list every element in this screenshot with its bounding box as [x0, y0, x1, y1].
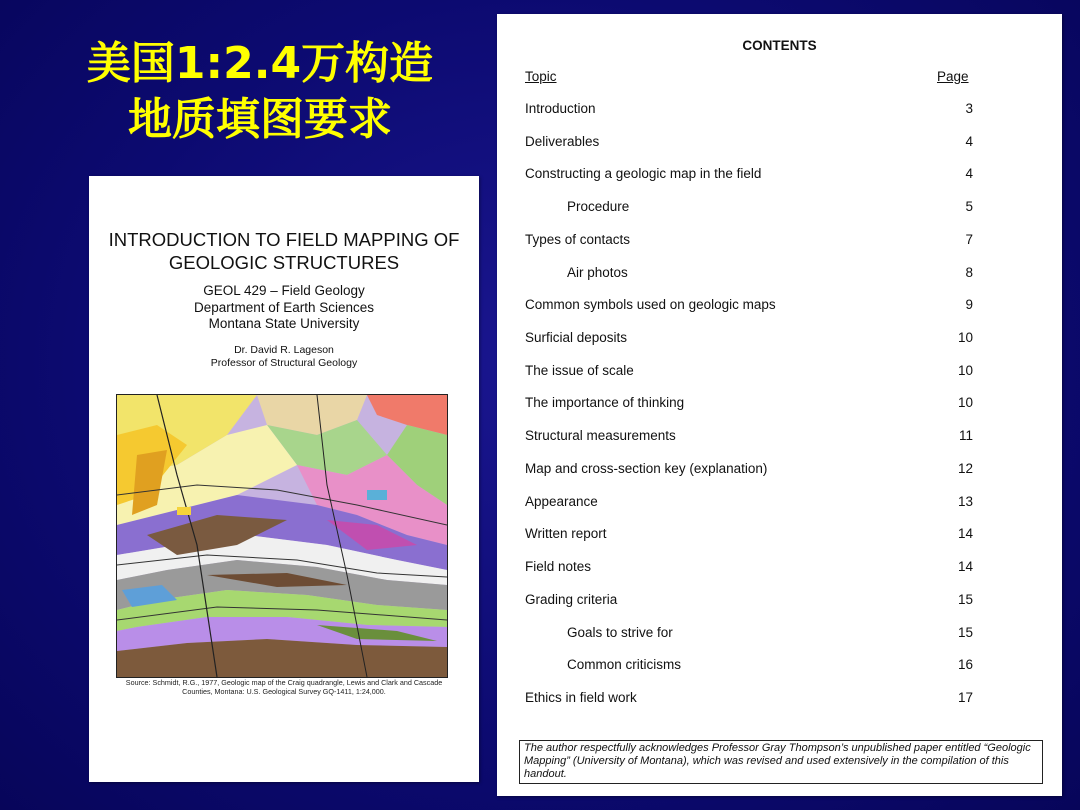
contents-row [525, 265, 973, 285]
contents-row [525, 297, 973, 317]
contents-row-topic: The issue of scale [525, 362, 634, 378]
contents-row-topic: Deliverables [525, 133, 600, 149]
contents-row [525, 330, 973, 350]
contents-row-page: 17 [957, 689, 973, 705]
contents-row-topic: Types of contacts [525, 231, 631, 247]
contents-row-topic: Grading criteria [525, 591, 618, 607]
cover-title-line-1: INTRODUCTION TO FIELD MAPPING OF [108, 229, 460, 250]
contents-heading: CONTENTS [742, 38, 817, 53]
cover-department: Department of Earth Sciences [193, 299, 375, 315]
contents-row [525, 428, 973, 448]
contents-row-topic: Common symbols used on geologic maps [525, 297, 776, 313]
contents-row-page: 15 [957, 591, 973, 607]
contents-row-topic: Common criticisms [567, 657, 682, 673]
contents-row-topic: Introduction [525, 101, 596, 116]
contents-row-topic: Goals to strive for [567, 624, 673, 640]
cover-author-title: Professor of Structural Geology [210, 357, 358, 369]
contents-row [525, 657, 973, 677]
page-column-header: Page [937, 69, 969, 84]
contents-row [525, 559, 973, 579]
contents-row [525, 134, 973, 154]
cover-course: GEOL 429 – Field Geology [203, 283, 365, 298]
contents-row-page: 10 [957, 330, 973, 346]
contents-row-page: 4 [965, 166, 973, 182]
contents-page [497, 14, 1062, 796]
contents-row [525, 592, 973, 612]
contents-row [525, 526, 973, 546]
contents-row-page: 13 [957, 493, 973, 509]
cover-course-info [89, 283, 479, 333]
contents-row-topic: The importance of thinking [525, 395, 685, 411]
contents-row-page: 7 [965, 231, 973, 247]
contents-row-topic: Map and cross-section key (explanation) [525, 460, 768, 476]
contents-row-page: 5 [965, 199, 973, 215]
contents-row [525, 461, 973, 481]
contents-row-topic: Constructing a geologic map in the field [525, 166, 762, 182]
contents-row-topic: Written report [525, 526, 607, 542]
contents-row [525, 494, 973, 514]
contents-row-page: 9 [965, 297, 973, 313]
contents-row [525, 690, 973, 710]
handout-cover-page [89, 176, 479, 782]
contents-row-page: 11 [958, 428, 973, 444]
cover-source-line-1: Source: Schmidt, R.G., 1977, Geologic map of the Craig quadrangle, Lewis and Clark and Cascade [125, 678, 443, 687]
cover-university: Montana State University [208, 316, 360, 331]
slide-title-line-1: 美国1:2.4万构造 [86, 38, 434, 89]
topic-column-header: Topic [525, 69, 557, 84]
slide-title-line-2: 地质填图要求 [128, 94, 392, 145]
contents-row-page: 12 [957, 460, 973, 476]
cover-title-line-2: GEOLOGIC STRUCTURES [168, 252, 400, 273]
acknowledgement-box: The author respectfully acknowledges Professor Gray Thompson’s unpublished paper entitled “Geologic Mapping” (University of Montana), which was revised and used extensively in the compilation of this handout. [519, 740, 1043, 784]
contents-row-topic: Appearance [525, 493, 598, 509]
contents-row-page: 10 [957, 362, 973, 378]
contents-row [525, 625, 973, 645]
contents-row-topic: Procedure [567, 199, 630, 215]
cover-map-source [97, 678, 471, 696]
contents-row-topic: Field notes [525, 559, 592, 575]
contents-row-topic: Ethics in field work [525, 689, 637, 705]
contents-row [525, 363, 973, 383]
contents-row-page: 16 [957, 657, 973, 673]
contents-row-page: 14 [957, 526, 973, 542]
cover-title [89, 228, 479, 274]
contents-row-page: 4 [965, 133, 973, 149]
geologic-map-image [116, 394, 448, 678]
contents-row-page: 10 [957, 395, 973, 411]
contents-row-page: 3 [965, 101, 973, 116]
contents-row-topic: Structural measurements [525, 428, 676, 444]
contents-row [525, 166, 973, 186]
contents-row-page: 15 [957, 624, 973, 640]
contents-row-page: 8 [965, 264, 973, 280]
contents-row [525, 232, 973, 252]
contents-row [525, 199, 973, 219]
cover-source-line-2: Counties, Montana: U.S. Geological Survey GQ-1411, 1:24,000. [182, 687, 386, 696]
contents-row-page: 14 [957, 559, 973, 575]
geologic-map-illustration [117, 395, 447, 677]
contents-row [525, 101, 973, 121]
cover-author: Dr. David R. Lageson [234, 344, 334, 356]
contents-row-topic: Air photos [567, 264, 628, 280]
contents-row-topic: Surficial deposits [525, 330, 628, 346]
cover-author-info [89, 344, 479, 370]
contents-row [525, 395, 973, 415]
slide-title [40, 36, 480, 148]
